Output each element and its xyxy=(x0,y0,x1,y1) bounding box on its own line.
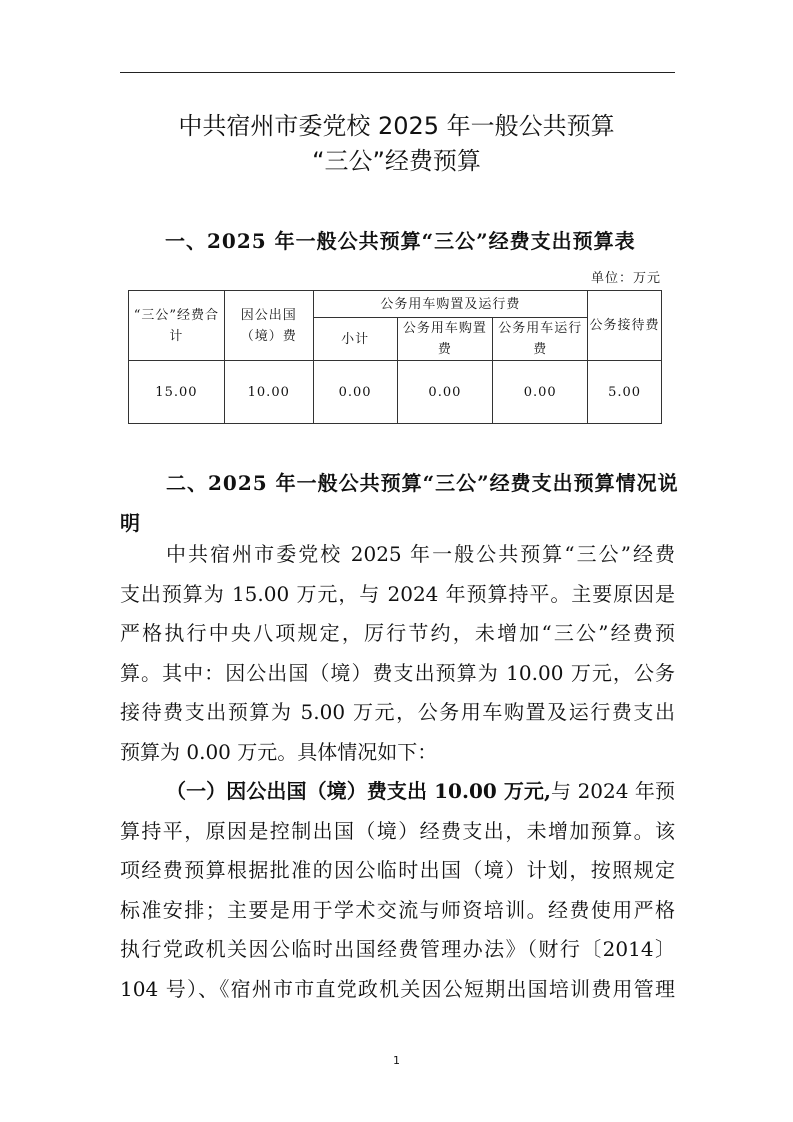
paragraph-line: 算。其中：因公出国（境）费支出预算为 10.00 万元，公务 xyxy=(120,661,675,685)
paragraph-line: 104 号）、《宿州市市直党政机关因公短期出国培训费用管理 xyxy=(120,977,675,1001)
cell-operation: 0.00 xyxy=(493,361,588,424)
cell-purchase: 0.00 xyxy=(397,361,493,424)
cell-reception: 5.00 xyxy=(588,361,662,424)
cell-abroad: 10.00 xyxy=(224,361,313,424)
paragraph-line: 支出预算为 15.00 万元，与 2024 年预算持平。主要原因是 xyxy=(120,582,675,606)
section2-heading-cont: 明 xyxy=(120,511,141,535)
subheading-abroad: （一）因公出国（境）费支出 10.00 万元, xyxy=(166,779,551,803)
th-abroad: 因公出国（境）费 xyxy=(224,291,313,361)
paragraph-line: 执行党政机关因公临时出国经费管理办法》（财行〔2014〕 xyxy=(120,937,675,961)
paragraph-line xyxy=(166,776,675,806)
th-reception: 公务接待费 xyxy=(588,291,662,361)
paragraph-line: 接待费支出预算为 5.00 万元，公务用车购置及运行费支出 xyxy=(120,700,675,724)
section1-heading: 一、2025 年一般公共预算“三公”经费支出预算表 xyxy=(165,229,636,253)
paragraph-text: 与 2024 年预 xyxy=(550,779,675,803)
th-purchase: 公务用车购置费 xyxy=(397,318,493,361)
th-vehicle-group: 公务用车购置及运行费 xyxy=(313,291,587,318)
th-subtotal: 小计 xyxy=(313,318,397,361)
cell-total: 15.00 xyxy=(129,361,225,424)
paragraph-line: 中共宿州市委党校 2025 年一般公共预算“三公”经费 xyxy=(166,542,675,566)
paragraph-line: 严格执行中央八项规定，厉行节约，未增加“三公”经费预 xyxy=(120,621,675,645)
th-operation: 公务用车运行费 xyxy=(493,318,588,361)
budget-table xyxy=(128,290,662,424)
doc-title-line1: 中共宿州市委党校 2025 年一般公共预算 xyxy=(178,112,615,140)
unit-label: 单位：万元 xyxy=(590,271,661,286)
paragraph-line: 预算为 0.00 万元。具体情况如下： xyxy=(120,740,438,764)
table-row xyxy=(129,361,662,424)
paragraph-line: 项经费预算根据批准的因公临时出国（境）计划，按照规定 xyxy=(120,858,675,882)
header-rule xyxy=(120,72,675,73)
doc-title-line2: “三公”经费预算 xyxy=(312,147,481,175)
cell-subtotal: 0.00 xyxy=(313,361,397,424)
page-number: 1 xyxy=(393,1054,400,1067)
section2-heading: 二、2025 年一般公共预算“三公”经费支出预算情况说 xyxy=(166,471,679,495)
paragraph-line: 算持平，原因是控制出国（境）经费支出，未增加预算。该 xyxy=(120,819,675,843)
paragraph-line: 标准安排；主要是用于学术交流与师资培训。经费使用严格 xyxy=(120,898,675,922)
th-total: “三公”经费合计 xyxy=(129,291,225,361)
